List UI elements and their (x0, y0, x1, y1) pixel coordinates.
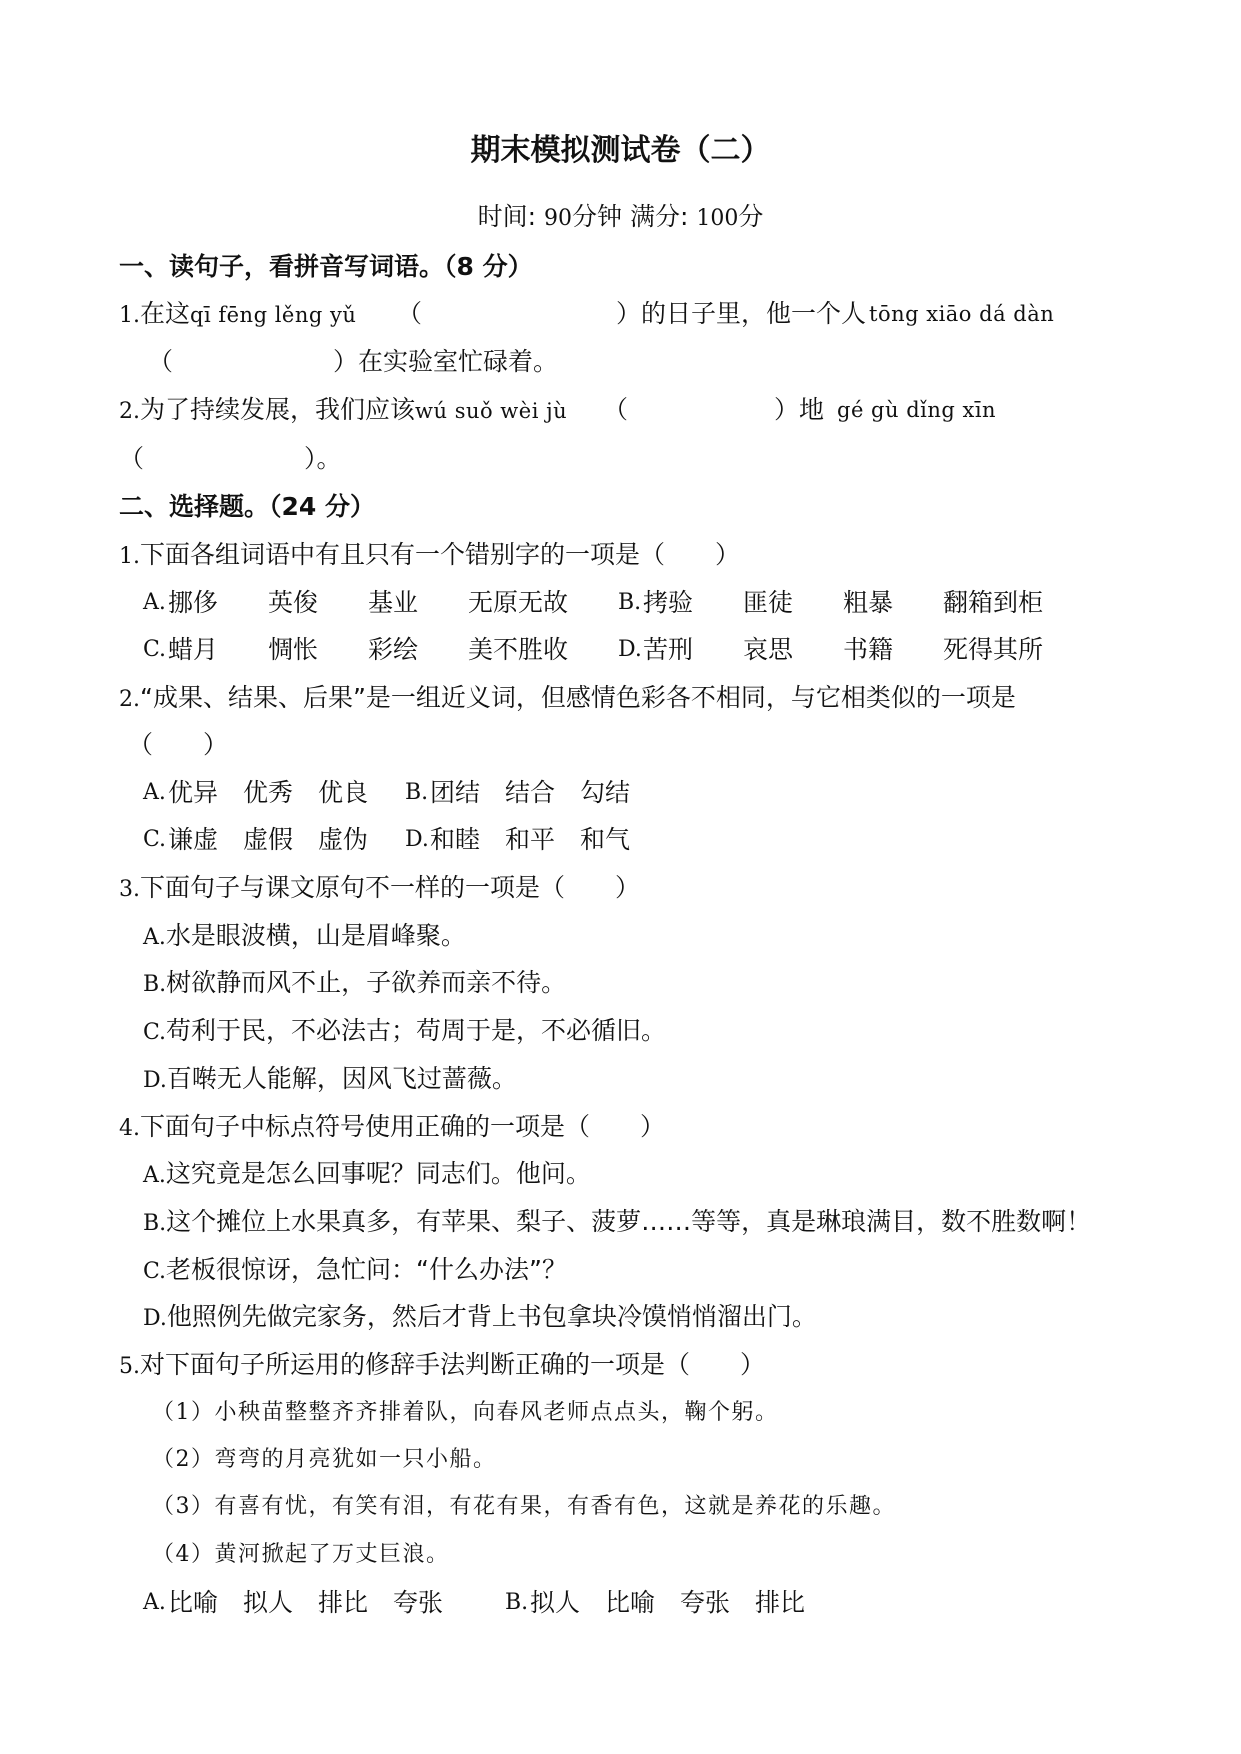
c5-number: 5. (119, 1354, 140, 1379)
q1-line1 (119, 297, 1119, 333)
time-value: 90 (544, 206, 572, 231)
option-text: 水是眼波横，山是眉峰聚。 (165, 921, 466, 950)
option-letter[interactable]: A. (143, 780, 166, 805)
option-word: 拟人 (530, 1588, 581, 1617)
option-letter: C. (143, 1020, 167, 1045)
c3-number: 3. (119, 877, 140, 902)
q1-blank1-open[interactable]: （ (397, 299, 423, 328)
section-1-title: 一、读句子，看拼音写词语。 (119, 252, 445, 281)
option-word: 挪侈 (168, 588, 219, 617)
option-word: 拟人 (243, 1588, 294, 1617)
c2-stem-text: “成果、结果、后果”是一组近义词，但感情色彩各不相同，与它相类似的一项是 (140, 683, 1016, 712)
c5-item-2: （2）弯弯的月亮犹如一只小船。 (152, 1447, 497, 1472)
c3-option-b[interactable] (143, 966, 566, 1002)
q1-blank2-open[interactable]: （ (148, 347, 174, 376)
option-letter: C. (143, 1259, 167, 1284)
option-letter[interactable]: C. (143, 637, 167, 662)
score-label: 满分: (629, 202, 689, 231)
option-letter[interactable]: A. (143, 590, 166, 615)
option-letter: B. (143, 1211, 167, 1236)
option-word: 书籍 (843, 635, 894, 664)
section-2-score: （24 分） (269, 492, 376, 521)
score-unit: 分 (738, 202, 764, 231)
c3-stem (119, 871, 640, 907)
option-word: 谦虚 (168, 825, 219, 854)
option-letter[interactable]: B. (618, 590, 642, 615)
q2-number: 2. (119, 399, 140, 424)
option-word: 哀思 (743, 635, 794, 664)
option-word: 粗暴 (843, 588, 894, 617)
c1-number: 1. (119, 544, 140, 569)
option-letter[interactable]: D. (405, 827, 429, 852)
option-text: 苟利于民，不必法古；苟周于是，不必循旧。 (166, 1016, 667, 1045)
c4-option-c[interactable] (143, 1253, 567, 1289)
option-word: 匪徒 (743, 588, 794, 617)
option-word: 基业 (368, 588, 419, 617)
option-word: 拷验 (643, 588, 694, 617)
option-word: 英俊 (268, 588, 319, 617)
c5-item-1: （1）小秧苗整整齐齐排着队，向春风老师点点头，鞠个躬。 (152, 1400, 779, 1425)
section-2-heading (119, 490, 375, 524)
option-word: 彩绘 (368, 635, 419, 664)
option-word: 排比 (318, 1588, 369, 1617)
time-label: 时间: (477, 202, 537, 231)
page-title: 期末模拟测试卷（二） (470, 133, 771, 168)
option-word: 优异 (168, 778, 219, 807)
option-word: 结合 (505, 778, 556, 807)
q2-text1: 为了持续发展，我们应该 (140, 395, 416, 424)
option-word: 优秀 (243, 778, 294, 807)
option-letter[interactable]: A. (143, 1590, 166, 1615)
c4-option-d[interactable] (143, 1300, 817, 1336)
q2-pinyin2: gé gù dǐng xīn (837, 398, 997, 422)
option-word: 虚假 (243, 825, 294, 854)
exam-info (0, 200, 1241, 236)
option-word: 勾结 (580, 778, 631, 807)
option-word: 夸张 (680, 1588, 731, 1617)
section-2-title: 二、选择题。 (119, 492, 270, 521)
c5-item-3: （3）有喜有忧，有笑有泪，有花有果，有香有色，这就是养花的乐趣。 (152, 1494, 896, 1519)
time-unit: 分钟 (572, 202, 623, 231)
option-word: 夸张 (393, 1588, 444, 1617)
option-text: 这个摊位上水果真多，有苹果、梨子、菠萝……等等，真是琳琅满目，数不胜数啊！ (166, 1207, 1092, 1236)
c4-stem-text: 下面句子中标点符号使用正确的一项是（ ） (140, 1112, 666, 1141)
option-letter: D. (143, 1068, 167, 1093)
option-word: 和气 (580, 825, 631, 854)
option-word: 翻箱到柜 (943, 588, 1044, 617)
option-letter: A. (143, 1163, 166, 1188)
c3-option-a[interactable] (143, 919, 466, 955)
option-text: 这究竟是怎么回事呢？同志们。他问。 (165, 1159, 591, 1188)
c2-number: 2. (119, 687, 140, 712)
c3-stem-text: 下面句子与课文原句不一样的一项是（ ） (140, 873, 641, 902)
option-letter: D. (143, 1306, 167, 1331)
score-value: 100 (696, 206, 739, 231)
q1-text1: 在这 (140, 299, 191, 328)
option-letter[interactable]: B. (405, 780, 429, 805)
option-word: 蜡月 (168, 635, 219, 664)
option-word: 虚伪 (318, 825, 369, 854)
q2-blank1-open[interactable]: （ (603, 395, 629, 424)
option-text: 树欲静而风不止，子欲养而亲不待。 (166, 968, 567, 997)
section-1-score: （8 分） (444, 252, 533, 281)
c4-option-b[interactable] (143, 1205, 1091, 1241)
c3-option-c[interactable] (143, 1014, 666, 1050)
option-word: 和平 (505, 825, 556, 854)
q1-pinyin2: tōng xiāo dá dàn (869, 302, 1055, 326)
option-text: 老板很惊讶，急忙问：“什么办法”？ (166, 1255, 567, 1284)
option-word: 排比 (755, 1588, 806, 1617)
c1-stem (119, 538, 740, 574)
option-letter: B. (143, 972, 167, 997)
q1-pinyin1: qī fēng lěng yǔ (190, 303, 357, 327)
c5-stem-text: 对下面句子所运用的修辞手法判断正确的一项是（ ） (140, 1350, 766, 1379)
option-word: 苦刑 (643, 635, 694, 664)
c5-stem (119, 1348, 765, 1384)
c4-option-a[interactable] (143, 1157, 591, 1193)
c4-number: 4. (119, 1116, 140, 1141)
q2-line2 (119, 442, 342, 476)
c1-stem-text: 下面各组词语中有且只有一个错别字的一项是（ ） (140, 540, 741, 569)
option-word: 死得其所 (943, 635, 1044, 664)
option-text: 百啭无人能解，因风飞过蔷薇。 (166, 1064, 517, 1093)
option-letter: A. (143, 925, 166, 950)
option-word: 比喻 (168, 1588, 219, 1617)
q1-text2: ）的日子里，他一个人 (616, 299, 867, 328)
c4-stem (119, 1110, 665, 1146)
option-word: 和睦 (430, 825, 481, 854)
option-word: 团结 (430, 778, 481, 807)
option-word: 比喻 (605, 1588, 656, 1617)
option-word: 美不胜收 (468, 635, 569, 664)
q2-text2: ）地 (774, 395, 825, 424)
q1-number: 1. (119, 303, 140, 328)
option-word: 优良 (318, 778, 369, 807)
option-letter[interactable]: D. (618, 637, 642, 662)
q1-text3: ）在实验室忙碌着。 (333, 347, 559, 376)
option-text: 他照例先做完家务，然后才背上书包拿块冷馍悄悄溜出门。 (166, 1302, 817, 1331)
q2-text3: ）。 (304, 444, 342, 473)
option-word: 惆怅 (268, 635, 319, 664)
option-letter[interactable]: C. (143, 827, 167, 852)
option-letter[interactable]: B. (505, 1590, 529, 1615)
q2-line1 (119, 393, 1119, 429)
section-1-heading (119, 250, 533, 284)
q2-pinyin1: wú suǒ wèi jù (415, 399, 568, 423)
option-word: 无原无故 (468, 588, 569, 617)
c5-item-4: （4）黄河掀起了万丈巨浪。 (152, 1542, 450, 1567)
q1-line2 (148, 345, 558, 379)
c2-answer-paren[interactable]: （ ） (128, 730, 229, 759)
c2-stem (119, 681, 1016, 717)
q2-blank2-open[interactable]: （ (119, 444, 145, 473)
c3-option-d[interactable] (143, 1062, 517, 1098)
